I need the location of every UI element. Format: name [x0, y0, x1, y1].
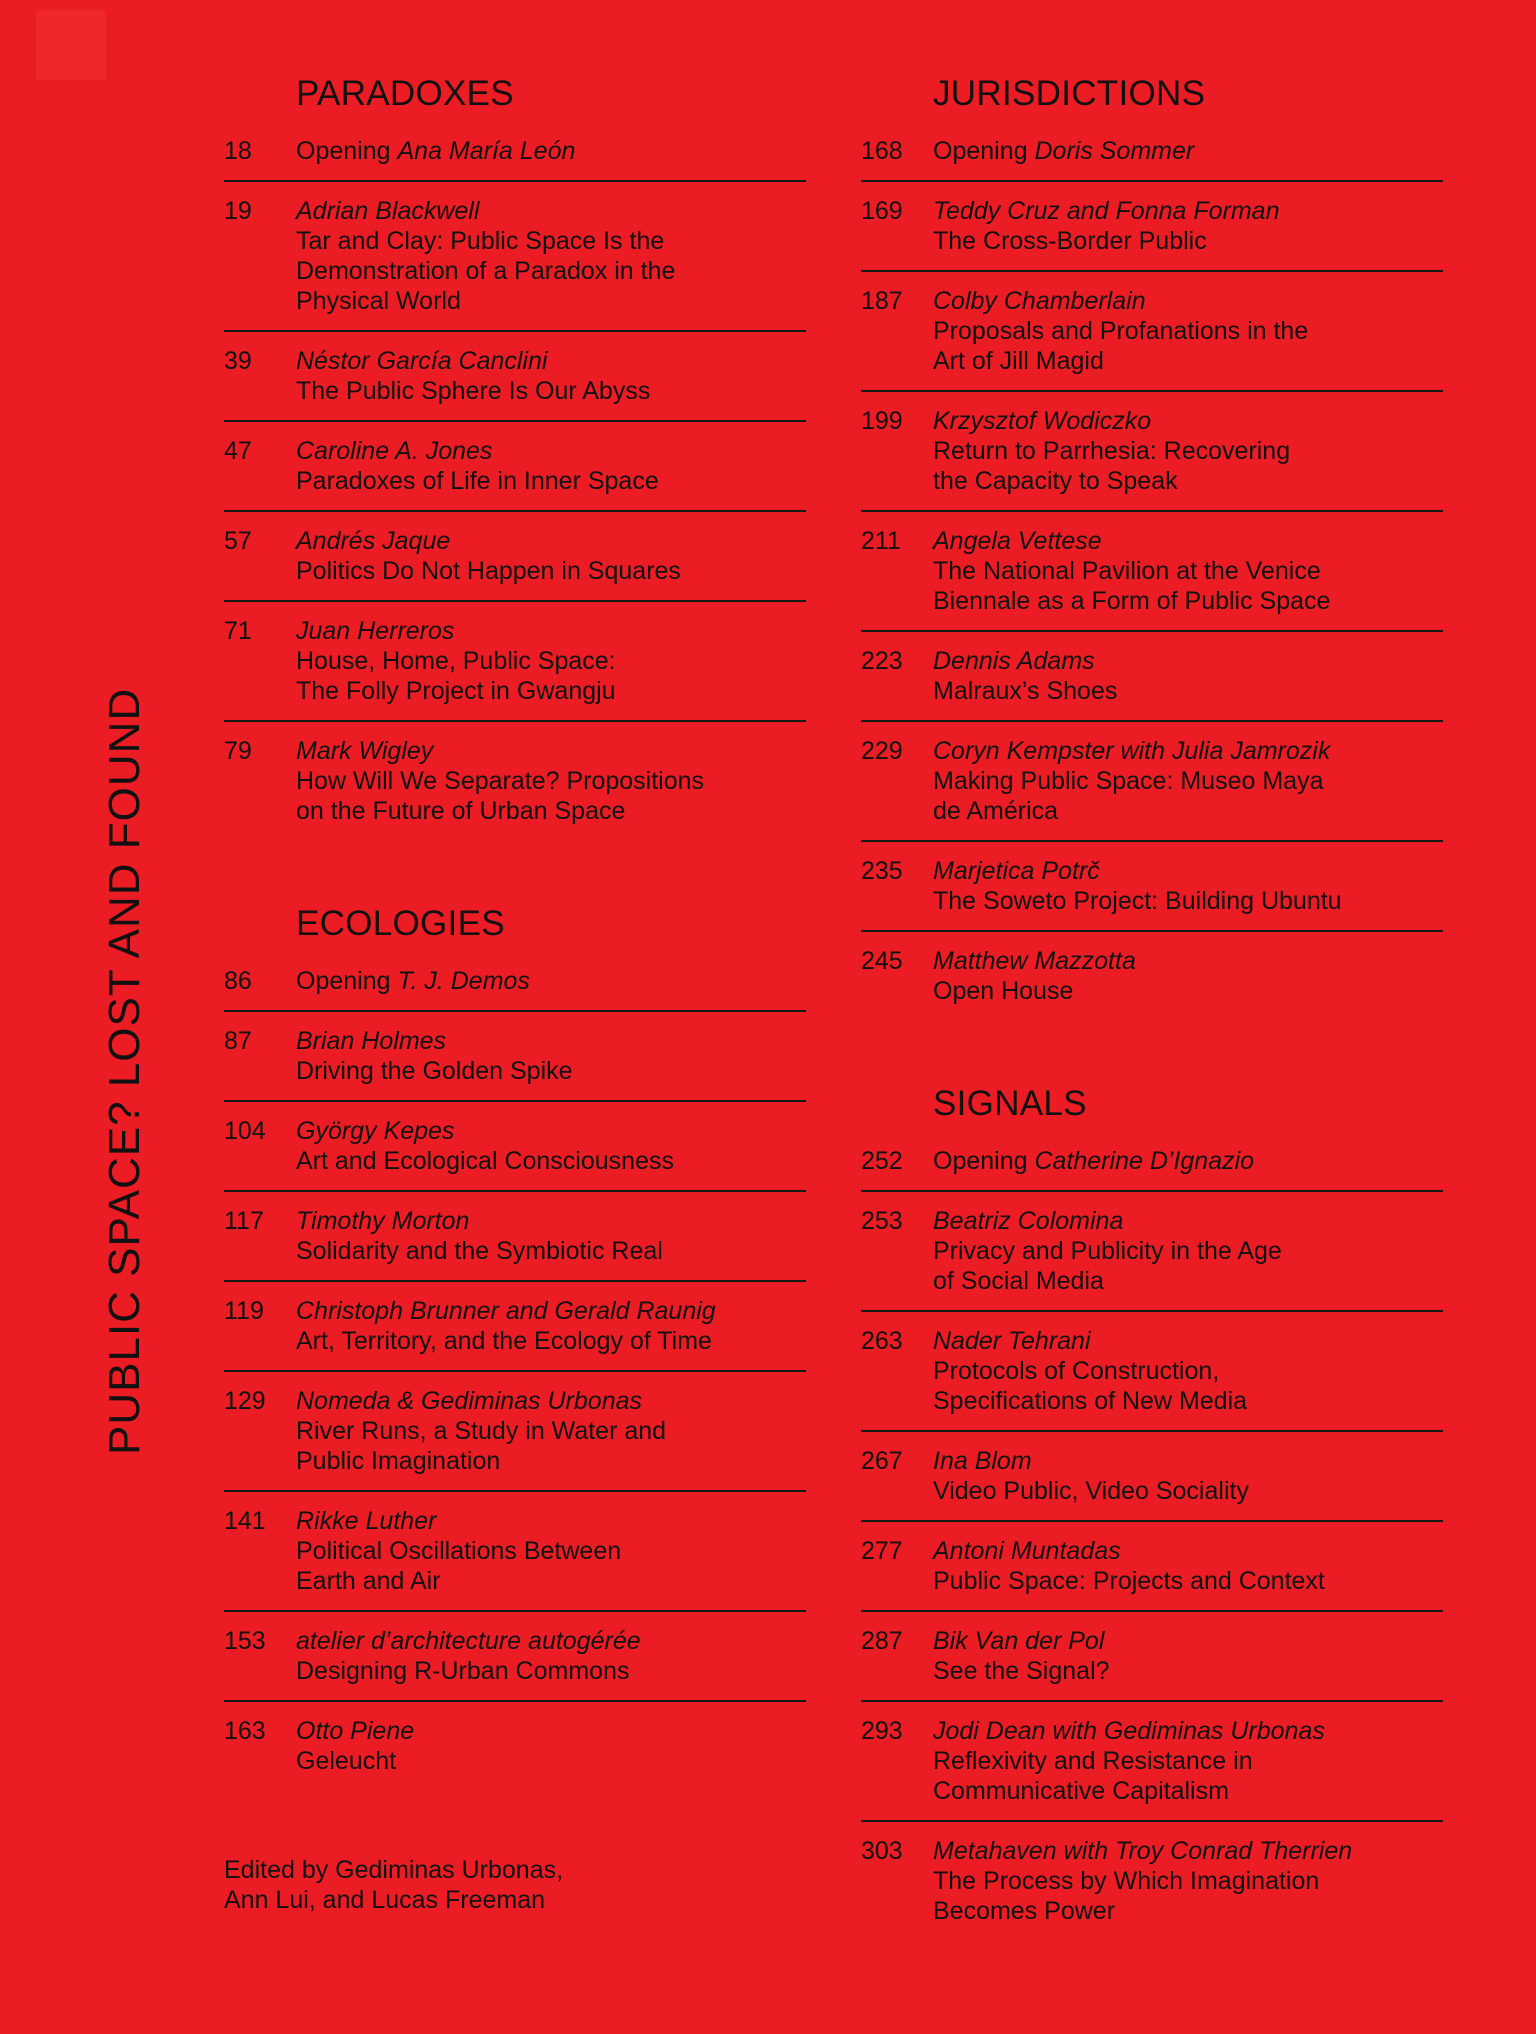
entry-title: The National Pavilion at the Venice	[933, 557, 1321, 585]
toc-entry[interactable]	[861, 512, 1443, 632]
entry-title: The Public Sphere Is Our Abyss	[296, 377, 651, 405]
toc-entry[interactable]	[861, 1612, 1443, 1702]
entry-author: György Kepes	[296, 1117, 455, 1145]
entry-lead: Opening	[933, 137, 1028, 165]
page-number: 86	[224, 967, 252, 995]
entry-author: T. J. Demos	[397, 967, 530, 995]
entry-title: Public Space: Projects and Context	[933, 1567, 1325, 1595]
entry-author: Teddy Cruz and Fonna Forman	[933, 197, 1280, 225]
editors-credit	[224, 1855, 563, 1915]
entry-title: The Process by Which Imagination	[933, 1867, 1320, 1895]
toc-entry[interactable]	[224, 1702, 806, 1790]
page-number: 223	[861, 647, 903, 675]
entry-author: Antoni Muntadas	[933, 1537, 1121, 1565]
entry-author: Angela Vettese	[933, 527, 1102, 555]
entry-author: Brian Holmes	[296, 1027, 447, 1055]
toc-entry[interactable]	[861, 1432, 1443, 1522]
page-number: 117	[224, 1207, 264, 1235]
entry-author: Néstor García Canclini	[296, 347, 548, 375]
entry-title: Public Imagination	[296, 1447, 501, 1475]
entry-author: Nomeda & Gediminas Urbonas	[296, 1387, 642, 1415]
page-number: 235	[861, 857, 903, 885]
entry-author: Ana María León	[397, 137, 576, 165]
section-heading-jurisdictions: JURISDICTIONS	[933, 74, 1206, 113]
page-number: 104	[224, 1117, 266, 1145]
toc-entry[interactable]	[861, 1312, 1443, 1432]
entry-title: Geleucht	[296, 1747, 397, 1775]
entry-author: Bik Van der Pol	[933, 1627, 1105, 1655]
page-number: 163	[224, 1717, 266, 1745]
entry-author: Christoph Brunner and Gerald Raunig	[296, 1297, 716, 1325]
entry-title: River Runs, a Study in Water and	[296, 1417, 667, 1445]
editors-line-1: Edited by Gediminas Urbonas,	[224, 1856, 564, 1884]
page-number: 199	[861, 407, 903, 435]
entry-title: House, Home, Public Space:	[296, 647, 616, 675]
toc-entry[interactable]	[224, 1012, 806, 1102]
entry-title: the Capacity to Speak	[933, 467, 1178, 495]
page-number: 47	[224, 437, 252, 465]
page-number: 277	[861, 1537, 903, 1565]
page-number: 119	[224, 1297, 264, 1325]
entry-author: Krzysztof Wodiczko	[933, 407, 1152, 435]
entry-title: on the Future of Urban Space	[296, 797, 626, 825]
entry-author: Coryn Kempster with Julia Jamrozik	[933, 737, 1331, 765]
entry-author: Catherine D’Ignazio	[1034, 1147, 1255, 1175]
toc-entry[interactable]	[861, 1702, 1443, 1822]
page-number: 169	[861, 197, 903, 225]
entry-author: Andrés Jaque	[296, 527, 451, 555]
page-number: 141	[224, 1507, 266, 1535]
toc-entry[interactable]	[861, 1132, 1443, 1192]
entry-author: Adrian Blackwell	[296, 197, 480, 225]
entry-title: Becomes Power	[933, 1897, 1116, 1925]
page-number: 263	[861, 1327, 903, 1355]
page-number: 293	[861, 1717, 903, 1745]
page-number: 57	[224, 527, 252, 555]
entry-title: Demonstration of a Paradox in the	[296, 257, 676, 285]
entry-title: Protocols of Construction,	[933, 1357, 1220, 1385]
entry-title: Specifications of New Media	[933, 1387, 1248, 1415]
entry-author: Juan Herreros	[296, 617, 455, 645]
entry-title: Malraux’s Shoes	[933, 677, 1118, 705]
spine-title: PUBLIC SPACE? LOST AND FOUND	[100, 687, 149, 1455]
entry-title: Privacy and Publicity in the Age	[933, 1237, 1282, 1265]
toc-entry[interactable]	[861, 842, 1443, 932]
entry-author: Doris Sommer	[1034, 137, 1195, 165]
toc-entry[interactable]	[224, 422, 806, 512]
toc-entry[interactable]	[224, 122, 806, 182]
entry-title: Open House	[933, 977, 1074, 1005]
entry-title: How Will We Separate? Propositions	[296, 767, 705, 795]
page-number: 129	[224, 1387, 266, 1415]
page-number: 18	[224, 137, 252, 165]
toc-entry[interactable]	[224, 512, 806, 602]
toc-entry[interactable]	[224, 1282, 806, 1372]
page-number: 71	[224, 617, 252, 645]
toc-entry[interactable]	[224, 1492, 806, 1612]
toc-entry[interactable]	[861, 1192, 1443, 1312]
entry-author: Metahaven with Troy Conrad Therrien	[933, 1837, 1353, 1865]
editors-line-2: Ann Lui, and Lucas Freeman	[224, 1886, 546, 1914]
entry-author: Colby Chamberlain	[933, 287, 1146, 315]
toc-entry[interactable]	[224, 1372, 806, 1492]
toc-entry[interactable]	[861, 632, 1443, 722]
toc-entry[interactable]	[224, 722, 806, 840]
toc-entry[interactable]	[861, 1822, 1443, 1940]
entry-author: Dennis Adams	[933, 647, 1095, 675]
page-number: 211	[861, 527, 901, 555]
page-number: 267	[861, 1447, 903, 1475]
page-number: 19	[224, 197, 252, 225]
toc-entry[interactable]	[861, 272, 1443, 392]
toc-entry[interactable]	[224, 182, 806, 332]
page-number: 87	[224, 1027, 252, 1055]
page-number: 168	[861, 137, 903, 165]
entry-title: Politics Do Not Happen in Squares	[296, 557, 681, 585]
entry-title: Earth and Air	[296, 1567, 441, 1595]
entry-title: Paradoxes of Life in Inner Space	[296, 467, 659, 495]
entry-author: Nader Tehrani	[933, 1327, 1091, 1355]
toc-entry[interactable]	[861, 182, 1443, 272]
entry-title: de América	[933, 797, 1059, 825]
entry-title: Return to Parrhesia: Recovering	[933, 437, 1291, 465]
entry-title: Art of Jill Magid	[933, 347, 1104, 375]
toc-entry[interactable]	[224, 952, 806, 1012]
toc-entry[interactable]	[861, 122, 1443, 182]
entry-title: Biennale as a Form of Public Space	[933, 587, 1331, 615]
page-number: 187	[861, 287, 903, 315]
entry-author: Caroline A. Jones	[296, 437, 493, 465]
toc-entry[interactable]	[224, 1612, 806, 1702]
left-column	[224, 0, 806, 1790]
entry-author: Beatriz Colomina	[933, 1207, 1124, 1235]
entry-title: Driving the Golden Spike	[296, 1057, 573, 1085]
entry-title: The Soweto Project: Building Ubuntu	[933, 887, 1342, 915]
entry-title: Solidarity and the Symbiotic Real	[296, 1237, 663, 1265]
entry-title: Making Public Space: Museo Maya	[933, 767, 1324, 795]
entry-author: Mark Wigley	[296, 737, 434, 765]
page-number: 253	[861, 1207, 903, 1235]
page-number: 287	[861, 1627, 903, 1655]
entry-title: The Cross-Border Public	[933, 227, 1207, 255]
entry-title: Reflexivity and Resistance in	[933, 1747, 1253, 1775]
toc-entry[interactable]	[861, 722, 1443, 842]
toc-entry[interactable]	[224, 602, 806, 722]
page-number: 153	[224, 1627, 266, 1655]
page-number: 245	[861, 947, 903, 975]
page-number: 79	[224, 737, 252, 765]
entry-author: Timothy Morton	[296, 1207, 470, 1235]
entry-title: Tar and Clay: Public Space Is the	[296, 227, 665, 255]
page-number: 229	[861, 737, 903, 765]
entry-lead: Opening	[296, 967, 391, 995]
toc-entry[interactable]	[224, 1102, 806, 1192]
page-number: 39	[224, 347, 252, 375]
entry-title: Proposals and Profanations in the	[933, 317, 1309, 345]
toc-entry[interactable]	[224, 332, 806, 422]
entry-author: Rikke Luther	[296, 1507, 437, 1535]
entry-author: atelier d’architecture autogérée	[296, 1627, 641, 1655]
page-number: 303	[861, 1837, 903, 1865]
entry-title: Physical World	[296, 287, 461, 315]
entry-title: Designing R-Urban Commons	[296, 1657, 630, 1685]
toc-entry[interactable]	[861, 392, 1443, 512]
entry-title: Video Public, Video Sociality	[933, 1477, 1249, 1505]
entry-title: of Social Media	[933, 1267, 1104, 1295]
entry-author: Jodi Dean with Gediminas Urbonas	[933, 1717, 1325, 1745]
entry-title: The Folly Project in Gwangju	[296, 677, 616, 705]
toc-entry[interactable]	[861, 932, 1443, 1020]
decorative-square	[36, 10, 106, 80]
section-heading-ecologies: ECOLOGIES	[296, 904, 505, 943]
toc-entry[interactable]	[861, 1522, 1443, 1612]
entry-author: Marjetica Potrč	[933, 857, 1100, 885]
toc-entry[interactable]	[224, 1192, 806, 1282]
entry-title: Political Oscillations Between	[296, 1537, 622, 1565]
entry-lead: Opening	[296, 137, 391, 165]
entry-author: Otto Piene	[296, 1717, 415, 1745]
entry-author: Matthew Mazzotta	[933, 947, 1136, 975]
entry-title: Art, Territory, and the Ecology of Time	[296, 1327, 712, 1355]
entry-lead: Opening	[933, 1147, 1028, 1175]
entry-author: Ina Blom	[933, 1447, 1032, 1475]
page-number: 252	[861, 1147, 903, 1175]
right-column	[861, 0, 1443, 1940]
section-heading-paradoxes: PARADOXES	[296, 74, 514, 113]
entry-title: Art and Ecological Consciousness	[296, 1147, 674, 1175]
entry-title: See the Signal?	[933, 1657, 1110, 1685]
entry-title: Communicative Capitalism	[933, 1777, 1229, 1805]
section-heading-signals: SIGNALS	[933, 1084, 1087, 1123]
